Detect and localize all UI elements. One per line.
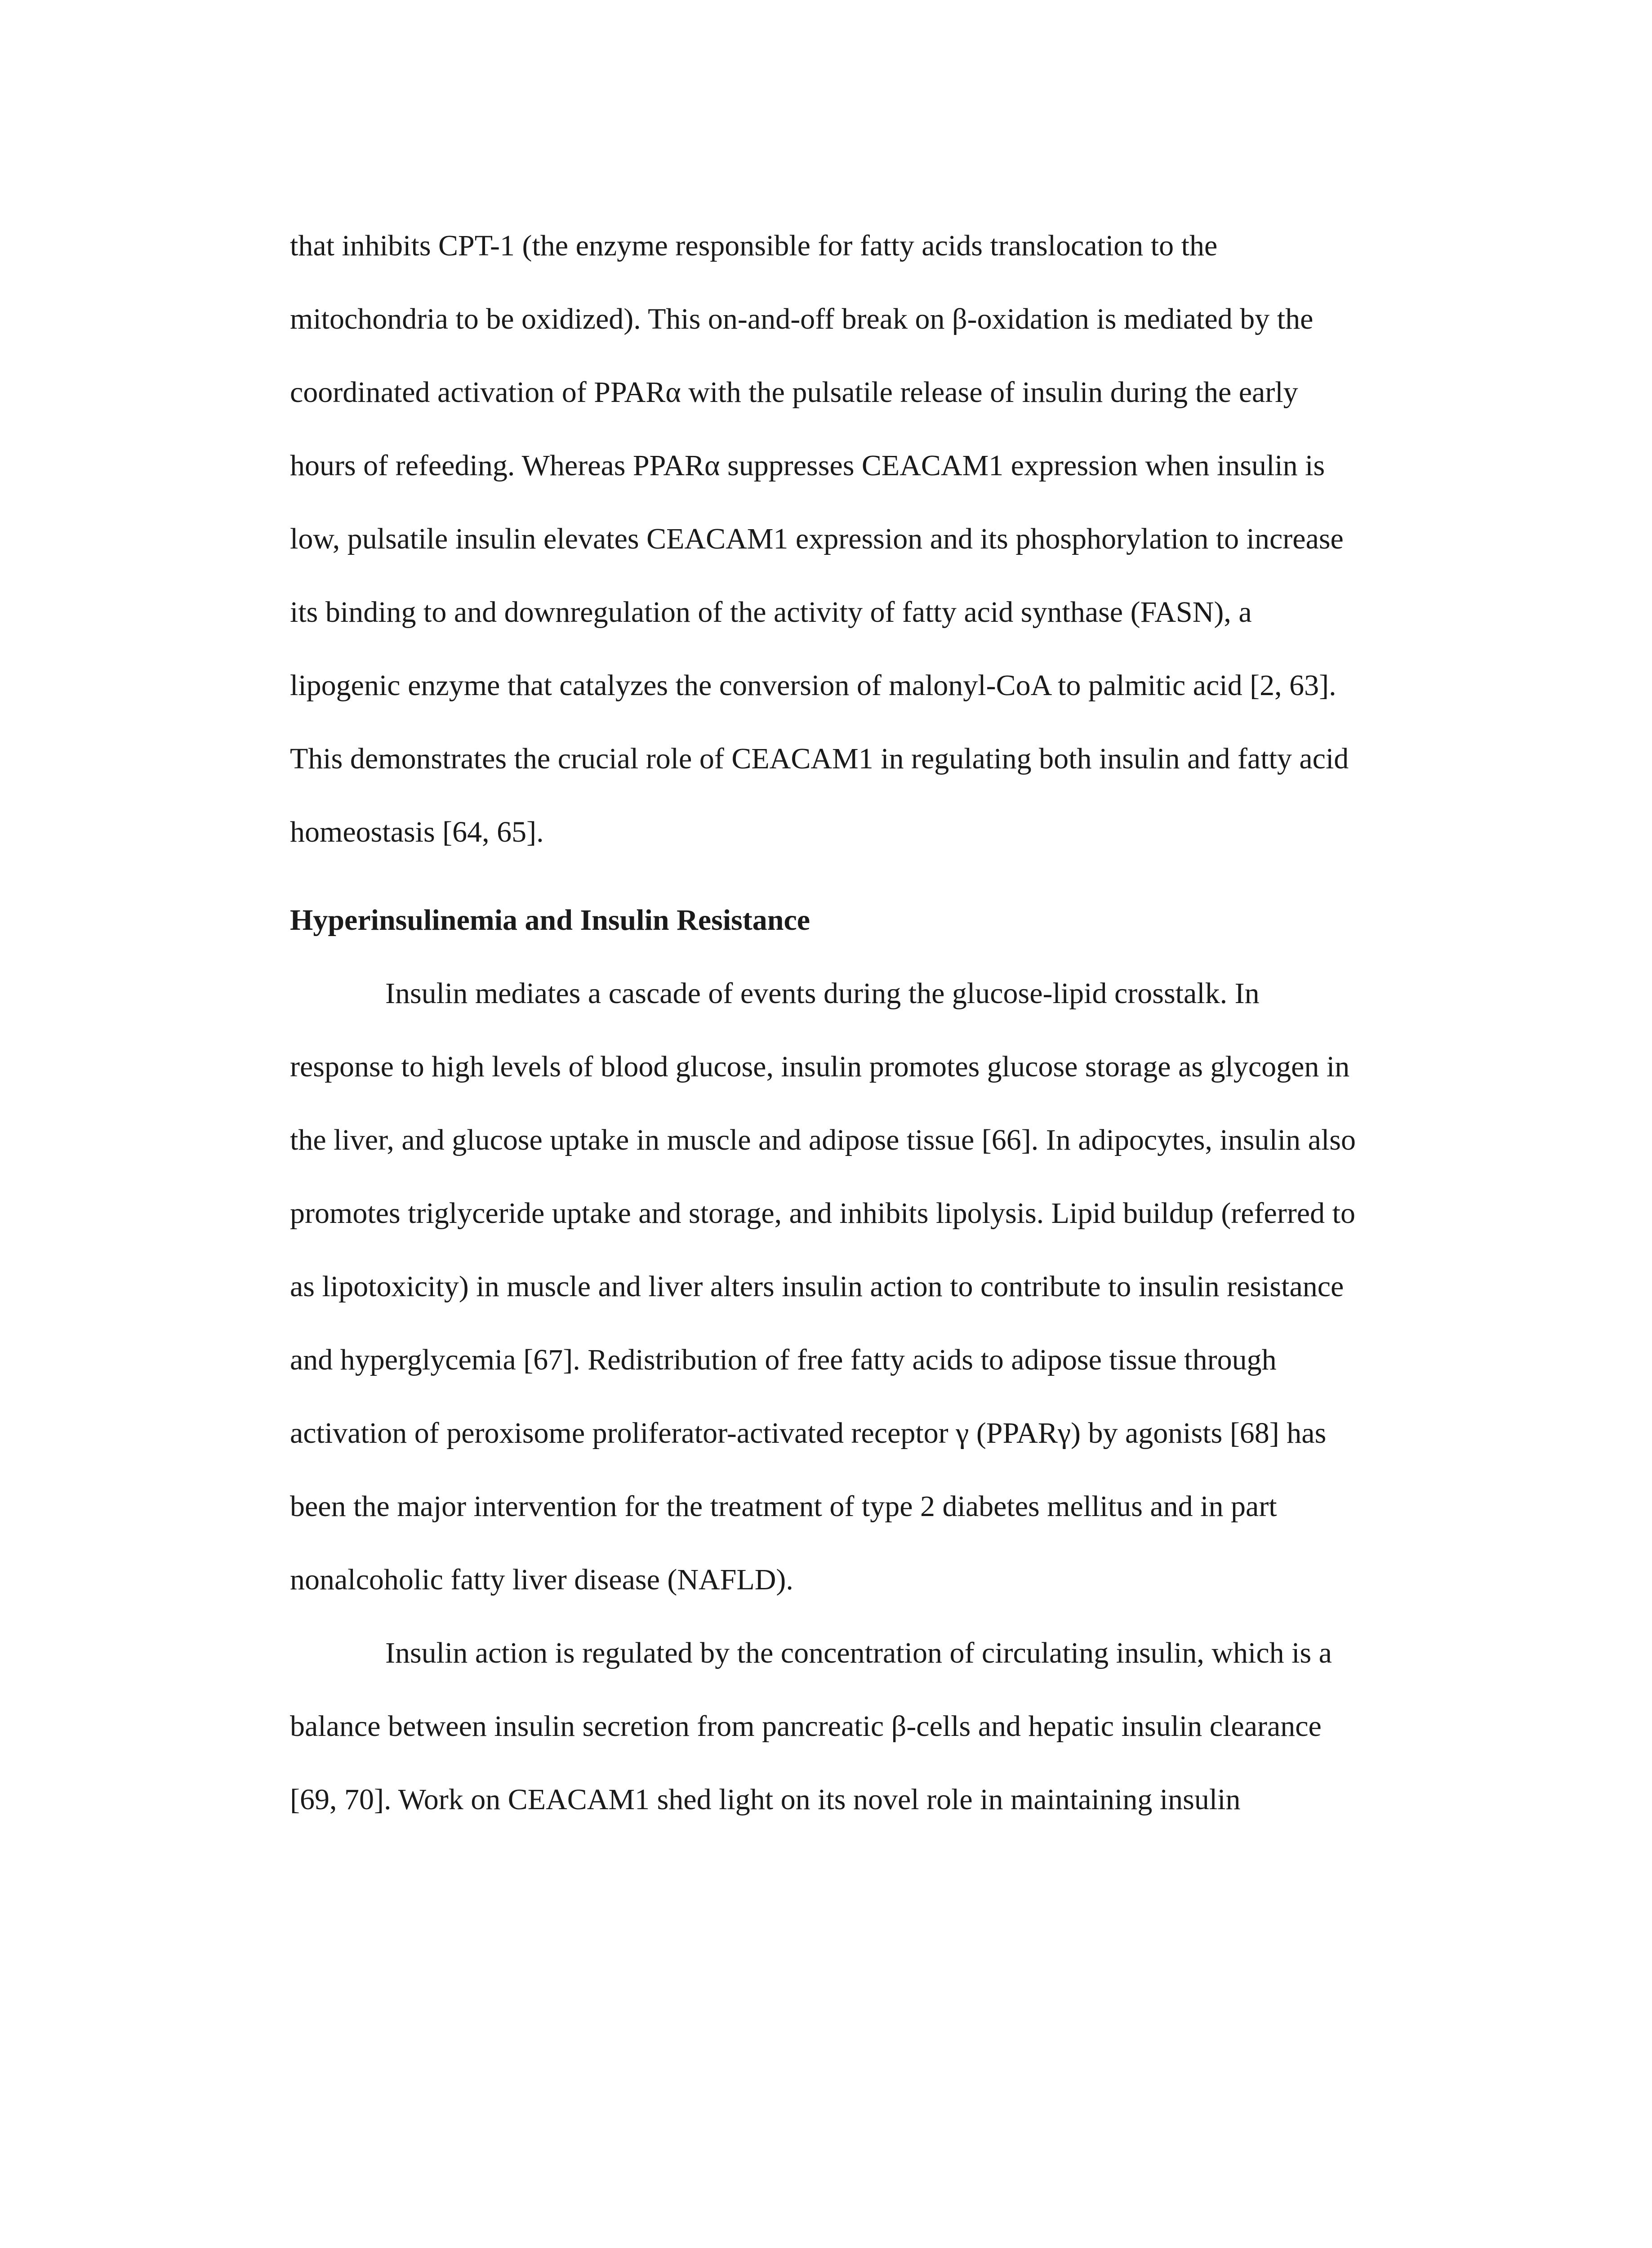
text-line: been the major intervention for the treatment of type 2 diabetes mellitus and in part: [290, 1490, 1277, 1523]
text-line: coordinated activation of PPARα with the pulsatile release of insulin during the early: [290, 376, 1298, 409]
paragraph-continued: [290, 209, 1441, 869]
text-line: and hyperglycemia [67]. Redistribution of free fatty acids to adipose tissue through: [290, 1343, 1277, 1376]
text-line: Insulin action is regulated by the concentration of circulating insulin, which is a: [385, 1637, 1332, 1669]
text-line: This demonstrates the crucial role of CEACAM1 in regulating both insulin and fatty acid: [290, 742, 1349, 775]
text-line: as lipotoxicity) in muscle and liver alters insulin action to contribute to insulin resistance: [290, 1270, 1344, 1303]
text-line: promotes triglyceride uptake and storage, and inhibits lipolysis. Lipid buildup (referred to: [290, 1197, 1355, 1230]
text-line: balance between insulin secretion from pancreatic β-cells and hepatic insulin clearance: [290, 1710, 1322, 1743]
text-line: lipogenic enzyme that catalyzes the conversion of malonyl-CoA to palmitic acid [2, 63].: [290, 669, 1336, 702]
text-line: mitochondria to be oxidized). This on-and-off break on β-oxidation is mediated by the: [290, 303, 1314, 335]
text-line: [69, 70]. Work on CEACAM1 shed light on its novel role in maintaining insulin: [290, 1783, 1241, 1816]
section: [290, 883, 1441, 1836]
text-line: activation of peroxisome proliferator-activated receptor γ (PPARγ) by agonists [68] has: [290, 1417, 1327, 1450]
text-line: nonalcoholic fatty liver disease (NAFLD).: [290, 1563, 793, 1596]
text-line: low, pulsatile insulin elevates CEACAM1 expression and its phosphorylation to increase: [290, 522, 1344, 555]
text-line: hours of refeeding. Whereas PPARα suppresses CEACAM1 expression when insulin is: [290, 449, 1325, 482]
text-line: that inhibits CPT-1 (the enzyme responsible for fatty acids translocation to the: [290, 229, 1218, 262]
text-line: homeostasis [64, 65].: [290, 816, 544, 848]
text-line: the liver, and glucose uptake in muscle and adipose tissue [66]. In adipocytes, insulin also: [290, 1124, 1356, 1156]
text-line: response to high levels of blood glucose, insulin promotes glucose storage as glycogen in: [290, 1050, 1350, 1083]
text-line: Insulin mediates a cascade of events during the glucose-lipid crosstalk. In: [385, 977, 1260, 1010]
section-heading: Hyperinsulinemia and Insulin Resistance: [290, 904, 810, 937]
text-line: its binding to and downregulation of the activity of fatty acid synthase (FASN), a: [290, 596, 1252, 629]
